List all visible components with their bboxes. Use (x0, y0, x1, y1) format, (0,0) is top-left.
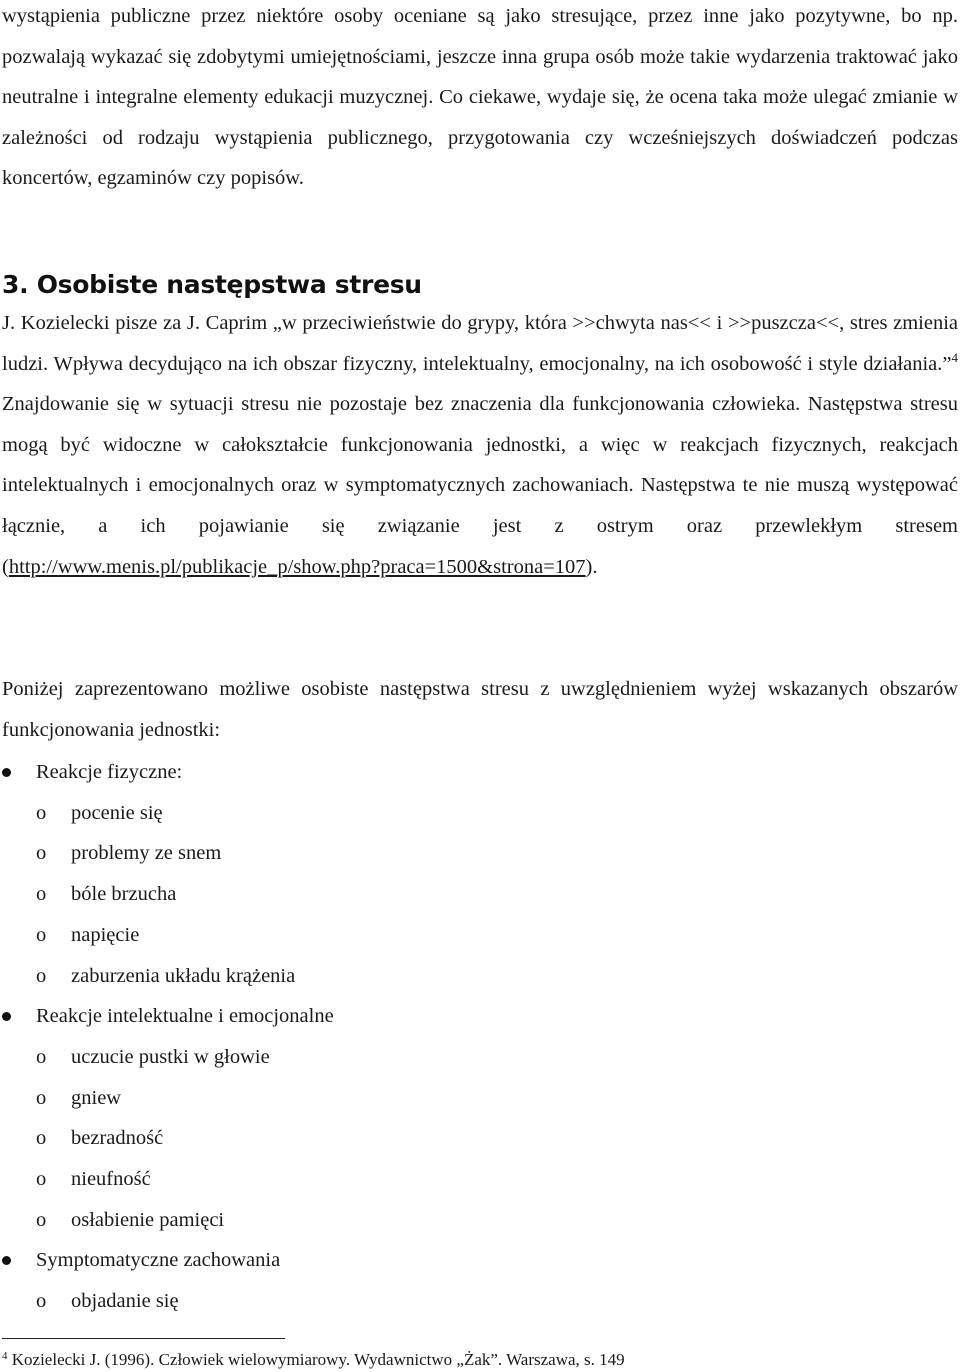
list-item-label: Symptomatyczne zachowania (36, 1249, 281, 1272)
sub-list-item (0, 1159, 334, 1200)
sub-list-item-text: napięcie (71, 923, 140, 946)
footnote-reference[interactable]: 4 (951, 349, 958, 365)
circle-bullet-icon: o (36, 964, 47, 987)
source-link[interactable]: http://www.menis.pl/publikacje_p/show.php?praca=1500&strona=107 (8, 555, 586, 578)
consequences-list (0, 752, 334, 1322)
circle-bullet-icon: o (36, 923, 47, 946)
sub-list-item (0, 1078, 334, 1119)
circle-bullet-icon: o (36, 1290, 47, 1313)
circle-bullet-icon: o (36, 1127, 47, 1150)
footnote-text: Kozielecki J. (1996). Człowiek wielowymiarowy. Wydawnictwo „Żak”. Warszawa, s. 149 (7, 1350, 625, 1369)
sub-list-item-text: pocenie się (71, 801, 163, 824)
sub-list-item (0, 874, 334, 915)
sub-list (36, 793, 334, 997)
circle-bullet-icon: o (36, 1168, 47, 1191)
paragraph-stress-consequences (2, 303, 958, 587)
sub-list (36, 1037, 334, 1241)
sub-list-item (0, 1200, 334, 1241)
bullet-icon (2, 1012, 11, 1021)
footnote-separator (2, 1338, 285, 1339)
list-item-label: Reakcje intelektualne i emocjonalne (36, 1005, 334, 1028)
sub-list-item (0, 833, 334, 874)
sub-list-item (0, 793, 334, 834)
sub-list-item-text: uczucie pustki w głowie (71, 1045, 270, 1068)
sub-list-item (0, 1281, 334, 1322)
paragraph-text: J. Kozielecki pisze za J. Caprim „w przeciwieństwie do grypy, która >>chwyta nas<< i >>puszcza<<, stres zmienia ludzi. Wpływa decydująco na ich obszar fizyczny, intelektualny, emocjonalny, na ich osobowość i style działania.” (2, 312, 958, 375)
paragraph-list-intro: Poniżej zaprezentowano możliwe osobiste następstwa stresu z uwzględnieniem wyżej wskazanych obszarów funkcjonowania jednostki: (2, 678, 958, 741)
bullet-icon (2, 1256, 11, 1265)
sub-list-item-text: osłabienie pamięci (71, 1208, 225, 1231)
sub-list-item-text: objadanie się (71, 1290, 179, 1313)
circle-bullet-icon: o (36, 1208, 47, 1231)
sub-list-item-text: zaburzenia układu krążenia (71, 964, 296, 987)
footnote (2, 1349, 625, 1371)
circle-bullet-icon: o (36, 883, 47, 906)
list-item-intellectual-emotional (0, 996, 334, 1240)
sub-list-item (0, 915, 334, 956)
sub-list-item (0, 1118, 334, 1159)
list-item-physical (0, 752, 334, 996)
sub-list-item-text: bóle brzucha (71, 883, 177, 906)
circle-bullet-icon: o (36, 801, 47, 824)
list-item-label: Reakcje fizyczne: (36, 761, 183, 783)
footnote-number: 4 (2, 1350, 8, 1362)
circle-bullet-icon: o (36, 842, 47, 865)
sub-list-item-text: gniew (71, 1086, 122, 1109)
sub-list-item-text: nieufność (71, 1168, 151, 1191)
sub-list-item (0, 1037, 334, 1078)
list-item-symptomatic-behaviour (0, 1240, 334, 1321)
paragraph-text: ). (585, 555, 598, 578)
sub-list-item-text: bezradność (71, 1127, 164, 1150)
bullet-icon (2, 768, 11, 777)
sub-list-item (0, 956, 334, 997)
paragraph-text: Znajdowanie się w sytuacji stresu nie pozostaje bez znaczenia dla funkcjonowania człowieka. Następstwa stresu mogą być widoczne w całokształcie funkcjonowania jednostki, a więc w reakcjach fizycznych, reakcjach intelektualnych i emocjonalnych oraz w symptomatycznych zachowaniach. Następstwa te nie muszą występować łącznie, a ich pojawianie się związanie jest z ostrym oraz przewlekłym stresem ( (2, 393, 958, 578)
section-heading: 3. Osobiste następstwa stresu (2, 270, 422, 299)
circle-bullet-icon: o (36, 1045, 47, 1068)
paragraph-intro: wystąpienia publiczne przez niektóre osoby oceniane są jako stresujące, przez inne jako pozytywne, bo np. pozwalają wykazać się zdobytymi umiejętnościami, jeszcze inna grupa osób może takie wydarzenia traktować jako neutralne i integralne elementy edukacji muzycznej. Co ciekawe, wydaje się, że ocena taka może ulegać zmianie w zależności od rodzaju wystąpienia publicznego, przygotowania czy wcześniejszych doświadczeń podczas koncertów, egzaminów czy popisów. (2, 5, 958, 190)
sub-list-item-text: problemy ze snem (71, 842, 222, 865)
sub-list (36, 1281, 334, 1322)
circle-bullet-icon: o (36, 1086, 47, 1109)
